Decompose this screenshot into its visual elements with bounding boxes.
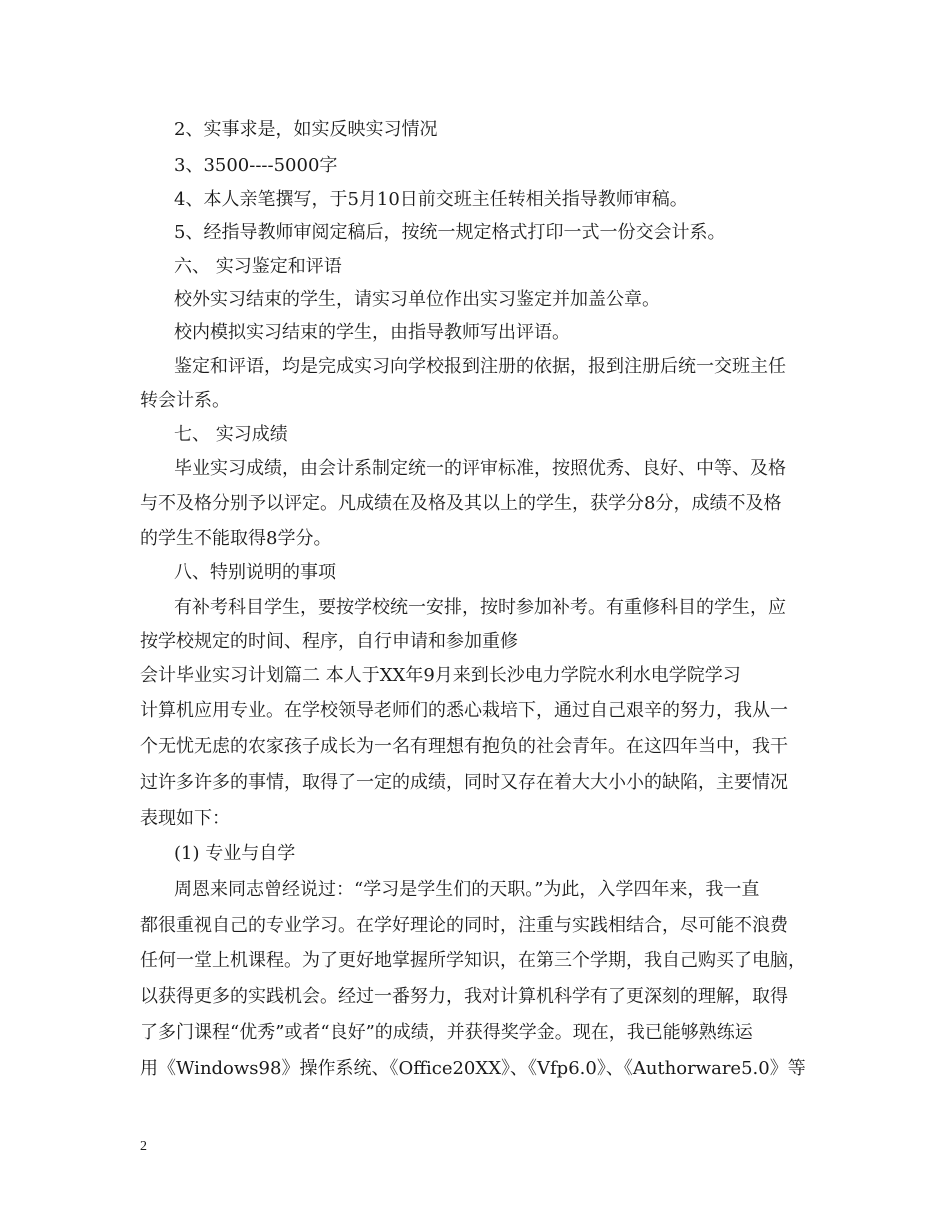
text-line: 2、实事求是，如实反映实习情况 [174, 119, 438, 140]
text-line: 校内模拟实习结束的学生，由指导教师写出评语。 [174, 322, 570, 343]
text-line: 的学生不能取得8学分。 [140, 528, 332, 549]
text-line: 有补考科目学生，要按学校统一安排，按时参加补考。有重修科目的学生，应 [174, 597, 786, 618]
section-heading: 八、特别说明的事项 [174, 562, 336, 583]
text-line: 周恩来同志曾经说过：“学习是学生们的天职。”为此，入学四年来，我一直 [174, 879, 760, 900]
text-line: 校外实习结束的学生，请实习单位作出实习鉴定并加盖公章。 [174, 289, 660, 310]
text-line: 都很重视自己的专业学习。在学好理论的同时，注重与实践相结合，尽可能不浪费 [140, 915, 788, 936]
text-line: 与不及格分别予以评定。凡成绩在及格及其以上的学生，获学分8分，成绩不及格 [140, 493, 782, 514]
text-line: 表现如下： [140, 808, 230, 829]
text-line: 4、本人亲笔撰写，于5月10日前交班主任转相关指导教师审稿。 [174, 189, 688, 210]
text-line: 会计毕业实习计划篇二 本人于XX年9月来到长沙电力学院水利水电学院学习 [140, 665, 741, 686]
text-line: 按学校规定的时间、程序，自行申请和参加重修 [140, 631, 518, 652]
section-heading: 六、 实习鉴定和评语 [174, 256, 342, 277]
text-line: 任何一堂上机课程。为了更好地掌握所学知识，在第三个学期，我自己购买了电脑， [140, 950, 806, 971]
page-number: 2 [140, 1139, 147, 1154]
text-line: 转会计系。 [140, 390, 230, 411]
text-line: 毕业实习成绩，由会计系制定统一的评审标准，按照优秀、良好、中等、及格 [174, 458, 786, 479]
text-line: 了多门课程“优秀”或者“良好”的成绩，并获得奖学金。现在，我已能够熟练运 [140, 1022, 753, 1043]
section-heading: (1) 专业与自学 [174, 843, 296, 864]
text-line: 3、3500----5000字 [174, 155, 338, 176]
text-line: 鉴定和评语，均是完成实习向学校报到注册的依据，报到注册后统一交班主任 [174, 356, 786, 377]
text-line: 个无忧无虑的农家孩子成长为一名有理想有抱负的社会青年。在这四年当中，我干 [140, 736, 788, 757]
text-line: 以获得更多的实践机会。经过一番努力，我对计算机科学有了更深刻的理解，取得 [140, 986, 788, 1007]
text-line: 用《Windows98》操作系统、《Office20XX》、《Vfp6.0》、《Authorware5.0》等 [140, 1058, 806, 1079]
text-line: 计算机应用专业。在学校领导老师们的悉心栽培下，通过自己艰辛的努力，我从一 [140, 700, 788, 721]
text-line: 5、经指导教师审阅定稿后，按统一规定格式打印一式一份交会计系。 [174, 222, 726, 243]
text-line: 过许多许多的事情，取得了一定的成绩，同时又存在着大大小小的缺陷，主要情况 [140, 772, 788, 793]
section-heading: 七、 实习成绩 [174, 424, 288, 445]
